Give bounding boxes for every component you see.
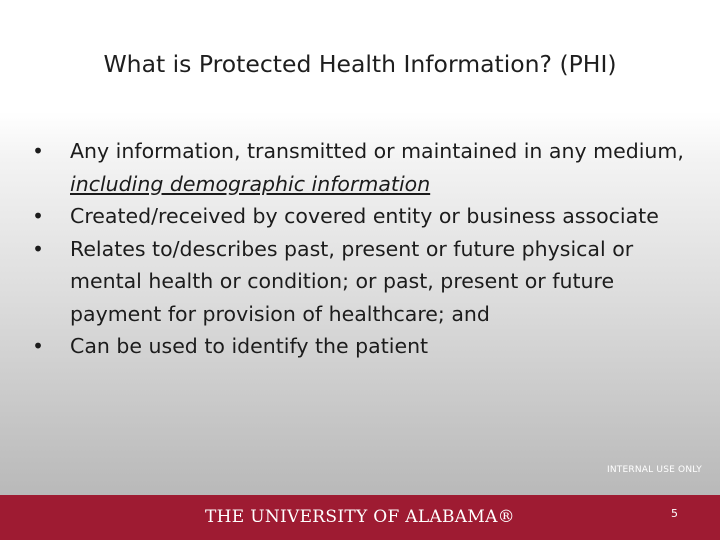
bullet-text: Any information, transmitted or maintained in any medium, <box>70 139 684 163</box>
bullet-dot-icon: • <box>32 236 44 261</box>
bullet-text: Created/received by covered entity or business associate <box>70 204 659 228</box>
bullet-item <box>28 233 708 331</box>
bullet-item <box>28 135 708 200</box>
bullet-item <box>28 200 708 233</box>
bullet-item <box>28 330 708 363</box>
bullet-emphasis-text: including demographic information <box>70 171 431 196</box>
bullet-text: Can be used to identify the patient <box>70 334 429 358</box>
internal-use-label: INTERNAL USE ONLY <box>607 465 702 475</box>
bullet-dot-icon: • <box>32 204 44 228</box>
university-wordmark: THE UNIVERSITY OF ALABAMA® <box>205 507 515 527</box>
page-number: 5 <box>671 507 678 520</box>
footer-bar <box>0 495 720 540</box>
bullet-text: Relates to/describes past, present or future physical or mental health or condition; or past, present or future payment for provision of healthcare; and <box>70 236 634 326</box>
slide-title: What is Protected Health Information? (PHI) <box>103 50 617 78</box>
bullet-dot-icon: • <box>32 139 44 163</box>
bullet-list <box>28 135 708 363</box>
bullet-dot-icon: • <box>32 334 44 358</box>
